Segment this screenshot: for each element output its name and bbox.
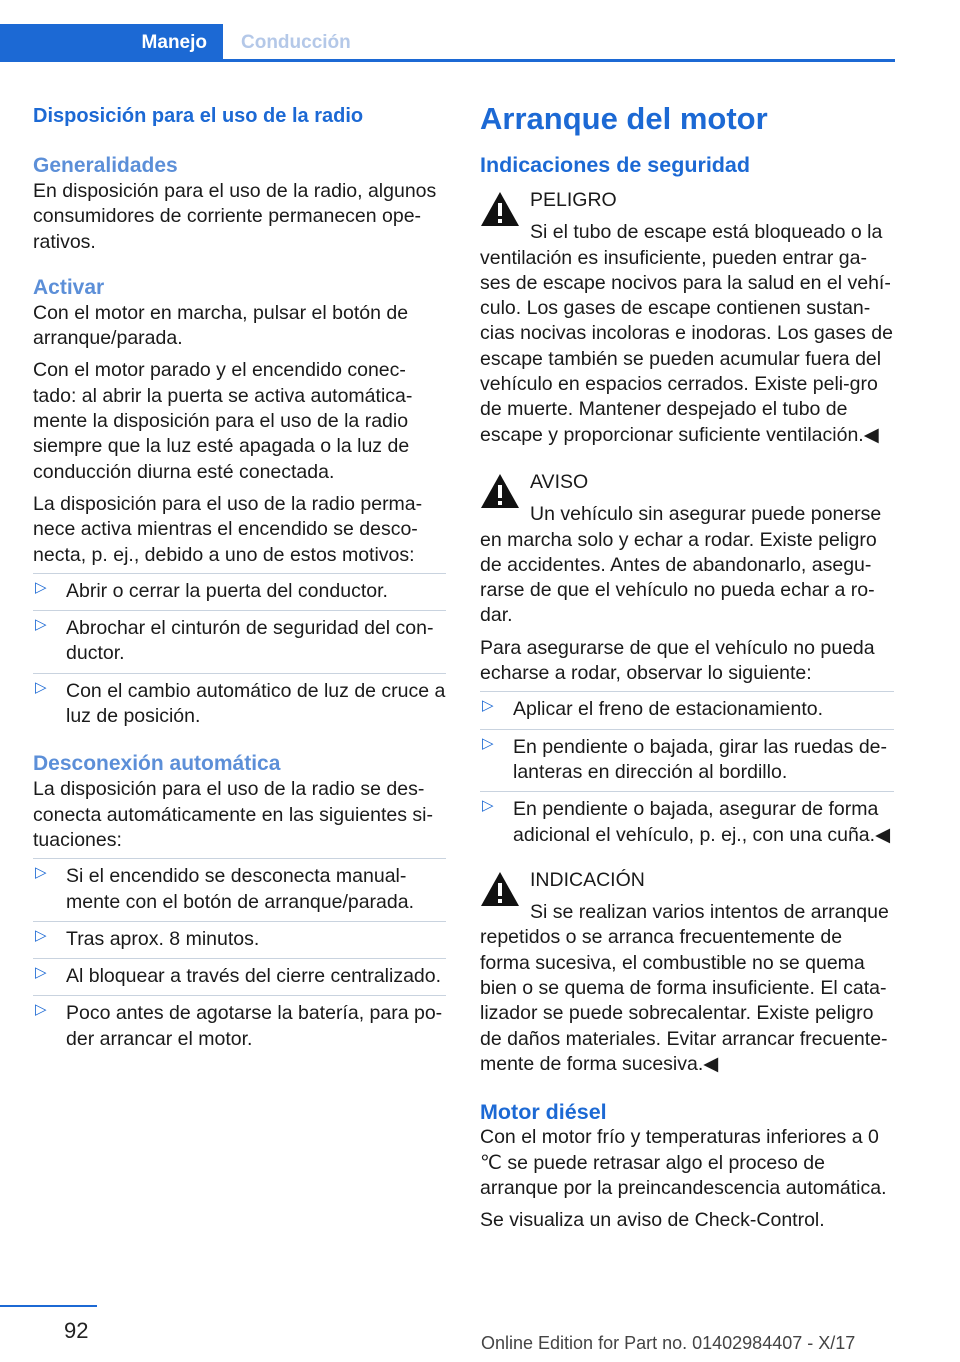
triangle-bullet-icon: ▷ [35,1001,47,1019]
activar-list [33,573,446,729]
list-item: ▷ Al bloquear a través del cierre centralizado. [33,958,446,989]
section-title-radio: Disposición para el uso de la radio [33,105,364,127]
edition-note: Online Edition for Part no. 01402984407 - X/17 [481,1333,856,1353]
peligro-text: ventilación es insuficiente, pueden entrar ga‐ses de escape nocivos para la salud en el vehí‐culo. Los gases de escape contienen sustan‐cias nocivas incoloras e inodoras. Los gases de escape también se pueden acumular fuera del vehículo en espacios cerrados. Existe peli‐gro de muerte. Mantener despejado el tubo de escape y proporcionar suficiente ventilación.◀ [480,246,893,446]
aviso-first-line: Un vehículo sin asegurar puede ponerse [530,503,882,526]
list-item: ▷ Abrir o cerrar la puerta del conductor. [33,573,446,604]
page-number: 92 [64,1318,89,1343]
heading-desconexion: Desconexión automática [33,752,281,776]
warning-indicacion [480,868,894,1077]
desconexion-text: La disposición para el uso de la radio se des‐conecta automáticamente en las siguientes si‐tuaciones: [33,778,433,851]
list-item: ▷ En pendiente o bajada, asegurar de forma adicional el vehículo, p. ej., con una cuña.◀ [480,791,894,848]
warning-triangle-icon [480,473,520,509]
generalidades-text: En disposición para el uso de la radio, algunos consumidores de corriente permanecen ope‐rativos. [33,180,437,253]
triangle-bullet-icon: ▷ [35,964,47,982]
aviso-label: AVISO [530,470,589,493]
diesel-p1: Con el motor frío y temperaturas inferiores a 0 ℃ se puede retrasar algo el proceso de arranque por la preincandescencia automática. [480,1126,887,1199]
list-item: ▷ Tras aprox. 8 minutos. [33,921,446,952]
diesel-p2: Se visualiza un aviso de Check-Control. [480,1209,825,1232]
peligro-label: PELIGRO [530,189,617,211]
section-title-arranque: Arranque del motor [480,101,768,136]
warning-aviso [480,470,894,629]
heading-seguridad: Indicaciones de seguridad [480,153,751,177]
warning-triangle-icon [480,871,520,907]
heading-activar: Activar [33,275,105,299]
activar-p2: Con el motor parado y el encendido conec‐tado: al abrir la puerta se activa automática‐mente la disposición para el uso de la radio siempre que la luz esté apagada o la luz de conducción diurna esté conectada. [33,359,413,483]
triangle-bullet-icon: ▷ [35,578,47,596]
list-item: ▷ Si el encendido se desconecta manual‐mente con el botón de arranque/parada. [33,858,446,915]
activar-p1: Con el motor en marcha, pulsar el botón de arranque/parada. [33,301,409,350]
indicacion-first-line: Si se realizan varios intentos de arranque [530,901,889,924]
peligro-first-line: Si el tubo de escape está bloqueado o la [530,221,883,244]
triangle-bullet-icon: ▷ [35,864,47,882]
activar-p3: La disposición para el uso de la radio perma‐nece activa mientras el encendido se desco‐necta, p. ej., debido a uno de estos motivos: [33,492,423,566]
triangle-bullet-icon: ▷ [482,734,494,752]
warning-peligro [480,188,894,448]
header-rule [0,59,895,62]
triangle-bullet-icon: ▷ [35,678,47,696]
list-item: ▷ En pendiente o bajada, girar las ruedas de‐lanteras en dirección al bordillo. [480,729,894,786]
list-item: ▷ Aplicar el freno de estacionamiento. [480,691,894,722]
left-column [33,100,446,1052]
tab-manejo[interactable]: Manejo [0,24,223,62]
indicacion-text: repetidos o se arranca frecuentemente de forma sucesiva, el combustible no se quema bien o se quema de forma insuficiente. El cata‐lizador se puede sobrecalentar. Existe peligro de daños materiales. Evitar arrancar frecuente‐mente de forma sucesiva.◀ [480,926,888,1075]
aviso-text: en marcha solo y echar a rodar. Existe peligro de accidentes. Antes de abandonarlo, asegu‐rarse de que el vehículo no pueda echar a ro‐dar. [480,528,877,627]
list-item: ▷ Abrochar el cinturón de seguridad del con‐ductor. [33,610,446,667]
list-item: ▷ Con el cambio automático de luz de cruce a luz de posición. [33,673,446,730]
asegurar-text: Para asegurarse de que el vehículo no pueda echarse a rodar, observar lo siguiente: [480,636,875,685]
triangle-bullet-icon: ▷ [482,697,494,715]
triangle-bullet-icon: ▷ [482,797,494,815]
right-column [480,100,894,1233]
indicacion-label: INDICACIÓN [530,868,645,891]
tab-conduccion[interactable]: Conducción [241,32,351,53]
triangle-bullet-icon: ▷ [35,616,47,634]
triangle-bullet-icon: ▷ [35,926,47,944]
desconexion-list [33,858,446,1052]
list-item: ▷ Poco antes de agotarse la batería, para po‐der arrancar el motor. [33,995,446,1052]
chapter-tabs [0,24,895,62]
footer-rule [0,1305,97,1307]
heading-diesel: Motor diésel [480,1100,607,1125]
heading-generalidades: Generalidades [33,154,178,177]
warning-triangle-icon [480,191,520,227]
asegurar-list [480,691,894,847]
